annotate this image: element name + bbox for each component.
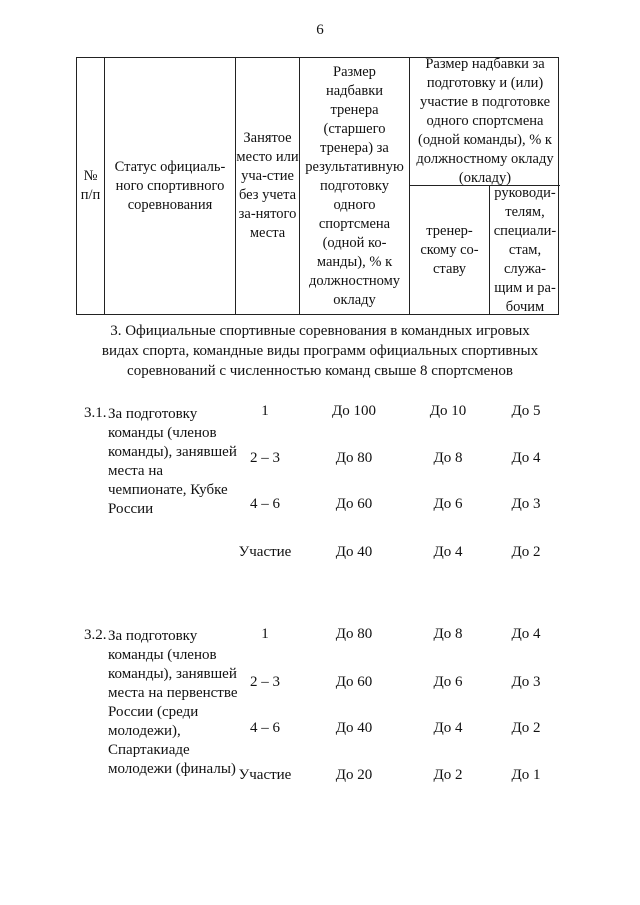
col-place-header: Занятое место или уча-стие без учета за-нятого места [236,130,299,241]
trainers-value: До 8 [433,626,463,642]
col-coach-header: Размер надбавки тренера (старшего тренера) за результативную подготовку одного спортсмена (одной ко-манды), % к должностному окладу [305,63,404,308]
col-trainers-header: тренер-скому со-ставу [420,222,479,277]
coach-value: До 60 [335,496,373,512]
staff-value: До 5 [511,403,541,419]
col-staff-header: руководи-телям, специали-стам, служа-щим и ра-бочим [493,184,557,315]
trainers-value: До 6 [433,674,463,690]
divider [104,58,105,314]
place-value: Участие [238,767,292,783]
coach-value: До 80 [335,626,373,642]
coach-value: До 100 [332,403,376,419]
trainers-value: До 6 [433,496,463,512]
trainers-value: До 10 [429,403,467,419]
col-number-header: № п/п [80,168,101,203]
table-header [76,57,559,315]
place-value: 2 – 3 [250,450,280,466]
place-value: 4 – 6 [250,720,280,736]
trainers-value: До 4 [433,720,463,736]
row-number: 3.1. [84,405,107,421]
staff-value: До 2 [511,544,541,560]
trainers-value: До 2 [433,767,463,783]
staff-value: До 4 [511,450,541,466]
coach-value: До 60 [335,674,373,690]
place-value: 1 [261,403,269,419]
place-value: 2 – 3 [250,674,280,690]
coach-value: До 40 [335,544,373,560]
place-value: 4 – 6 [250,496,280,512]
place-value: Участие [238,544,292,560]
staff-value: До 1 [511,767,541,783]
row-status: За подготовку команды (членов команды), занявшей места на чемпионате, Кубке России [108,406,237,517]
trainers-value: До 8 [433,450,463,466]
page-number: 6 [316,22,324,38]
section-title: 3. Официальные спортивные соревнования в командных игровых видах спорта, командные виды программ официальных спортивных соревнований с численностью команд свыше 8 спортсменов [101,323,539,379]
row-status: За подготовку команды (членов команды), занявшей места на первенстве России (среди молодежи), Спартакиаде молодежи (финалы) [108,628,238,777]
col-group-header: Размер надбавки за подготовку и (или) участие в подготовке одного спортсмена (одной команды), % к должностному окладу (окладу) [416,56,554,186]
row-number: 3.2. [84,627,107,643]
place-value: 1 [261,626,269,642]
staff-value: До 2 [511,720,541,736]
trainers-value: До 4 [433,544,463,560]
staff-value: До 4 [511,626,541,642]
coach-value: До 20 [335,767,373,783]
col-status-header: Статус официаль-ного спортивного соревнования [114,158,226,213]
staff-value: До 3 [511,496,541,512]
coach-value: До 80 [335,450,373,466]
coach-value: До 40 [335,720,373,736]
staff-value: До 3 [511,674,541,690]
